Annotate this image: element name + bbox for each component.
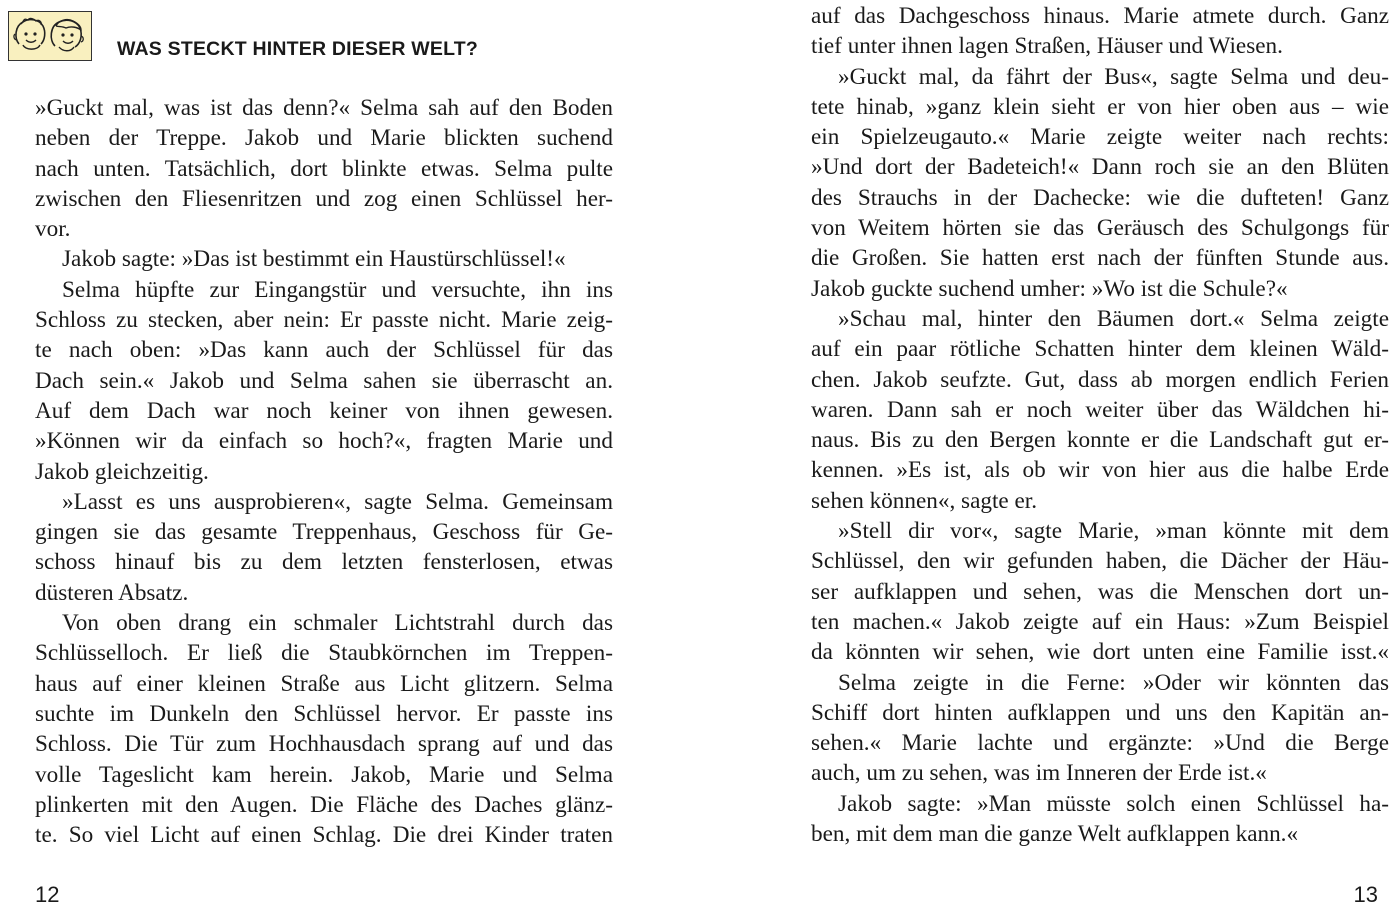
left-body-text [35,93,613,850]
text-line: Schloss. Die Tür zum Hochhausdach sprang auf und das [35,731,613,758]
text-line: Jakob gleichzeitig. [35,458,209,485]
text-line: Schloss zu stecken, aber nein: Er passte nicht. Marie zeig- [35,307,613,334]
text-line: ben, mit dem man die ganze Welt aufklappen kann.« [811,821,1299,848]
text-line: waren. Dann sah er noch weiter über das Wäldchen hi- [811,396,1389,423]
right-page [696,0,1392,912]
text-line: te nach oben: »Das kann auch der Schlüssel für das [35,337,613,364]
text-line: Jakob guckte suchend umher: »Wo ist die Schule?« [811,275,1288,302]
text-line: schoss hinauf bis zu dem letzten fensterlosen, etwas [35,549,613,576]
text-line: tief unter ihnen lagen Straßen, Häuser und Wiesen. [811,33,1283,60]
text-line: sehen können«, sagte er. [811,487,1038,514]
text-line: Selma zeigte in die Ferne: »Oder wir könnten das [838,669,1389,696]
text-line: neben der Treppe. Jakob und Marie blickten suchend [35,125,613,152]
text-line: von Weitem hörten sie das Geräusch des Schulgongs für [811,215,1389,242]
text-line: düsteren Absatz. [35,579,189,606]
text-line: Dach sein.« Jakob und Selma sahen sie überrascht an. [35,367,613,394]
text-line: ein Spielzeugauto.« Marie zeigte weiter nach rechts: [811,124,1389,151]
text-line: »Guckt mal, da fährt der Bus«, sagte Selma und deu- [838,63,1389,90]
text-line: vor. [35,216,71,243]
text-line: Schlüsselloch. Er ließ die Staubkörnchen im Treppen- [35,640,613,667]
page-number-left: 12 [35,882,60,907]
text-line: »Und dort der Badeteich!« Dann roch sie an den Blüten [811,154,1389,181]
text-line: Auf dem Dach war noch keiner von ihnen gewesen. [35,397,613,424]
text-line: haus auf einer kleinen Straße aus Licht glitzern. Selma [35,670,613,697]
text-line: tete hinab, »ganz klein sieht er von hier oben aus – wie [811,93,1389,120]
chapter-title: WAS STECKT HINTER DIESER WELT? [117,37,478,60]
text-line: sehen.« Marie lachte und ergänzte: »Und die Berge [811,730,1389,757]
text-line: die Großen. Sie hatten erst nach der fünften Stunde aus. [811,245,1389,272]
text-line: zwischen den Fliesenritzen und zog einen Schlüssel her- [35,185,613,212]
text-line: plinkerten mit den Augen. Die Fläche des Daches glänz- [35,791,613,818]
chapter-header [8,8,478,64]
text-line: »Schau mal, hinter den Bäumen dort.« Selma zeigte [838,305,1389,332]
text-line: »Guckt mal, was ist das denn?« Selma sah auf den Boden [35,95,613,121]
text-line: da könnten wir sehen, wie dort unten eine Familie isst.« [811,639,1389,666]
text-line: »Lasst es uns ausprobieren«, sagte Selma. Gemeinsam [62,488,613,515]
children-faces-drawing [11,14,89,58]
text-line: Schlüssel, den wir gefunden haben, die Dächer der Häu- [811,548,1389,575]
text-line: »Können wir da einfach so hoch?«, fragten Marie und [35,428,613,455]
text-line: nach unten. Tatsächlich, dort blinkte etwas. Selma pulte [35,155,613,182]
text-line: auf ein paar rötliche Schatten hinter dem kleinen Wäld- [811,336,1389,363]
text-line: Jakob sagte: »Man müsste solch einen Schlüssel ha- [838,790,1389,817]
text-line: auch, um zu sehen, was im Inneren der Erde ist.« [811,760,1267,787]
text-line: chen. Jakob seufzte. Gut, dass ab morgen endlich Ferien [811,366,1389,393]
page-number-right: 13 [1353,882,1378,907]
text-line: »Stell dir vor«, sagte Marie, »man könnte mit dem [838,518,1389,545]
text-line: Schiff dort hinten aufklappen und uns den Kapitän an- [811,699,1389,726]
text-line: naus. Bis zu den Bergen konnte er die Landschaft gut er- [811,427,1389,454]
text-line: volle Tageslicht kam herein. Jakob, Marie und Selma [35,761,613,788]
right-body-text [811,1,1389,849]
text-line: suchte im Dunkeln den Schlüssel hervor. Er passte ins [35,700,613,727]
two-children-faces-icon [8,11,92,61]
text-line: Von oben drang ein schmaler Lichtstrahl durch das [62,610,613,637]
text-line: ser aufklappen und sehen, was die Menschen dort un- [811,578,1389,605]
text-line: te. So viel Licht auf einen Schlag. Die drei Kinder traten [35,822,613,849]
text-line: ten machen.« Jakob zeigte auf ein Haus: »Zum Beispiel [811,608,1389,635]
text-line: gingen sie das gesamte Treppenhaus, Geschoss für Ge- [35,519,613,546]
text-line: auf das Dachgeschoss hinaus. Marie atmete durch. Ganz [811,3,1389,29]
text-line: kennen. »Es ist, als ob wir von hier aus die halbe Erde [811,457,1389,484]
text-line: Selma hüpfte zur Eingangstür und versuchte, ihn ins [62,276,613,303]
text-line: Jakob sagte: »Das ist bestimmt ein Haustürschlüssel!« [62,246,566,273]
text-line: des Strauchs in der Dachecke: wie die dufteten! Ganz [811,184,1389,211]
